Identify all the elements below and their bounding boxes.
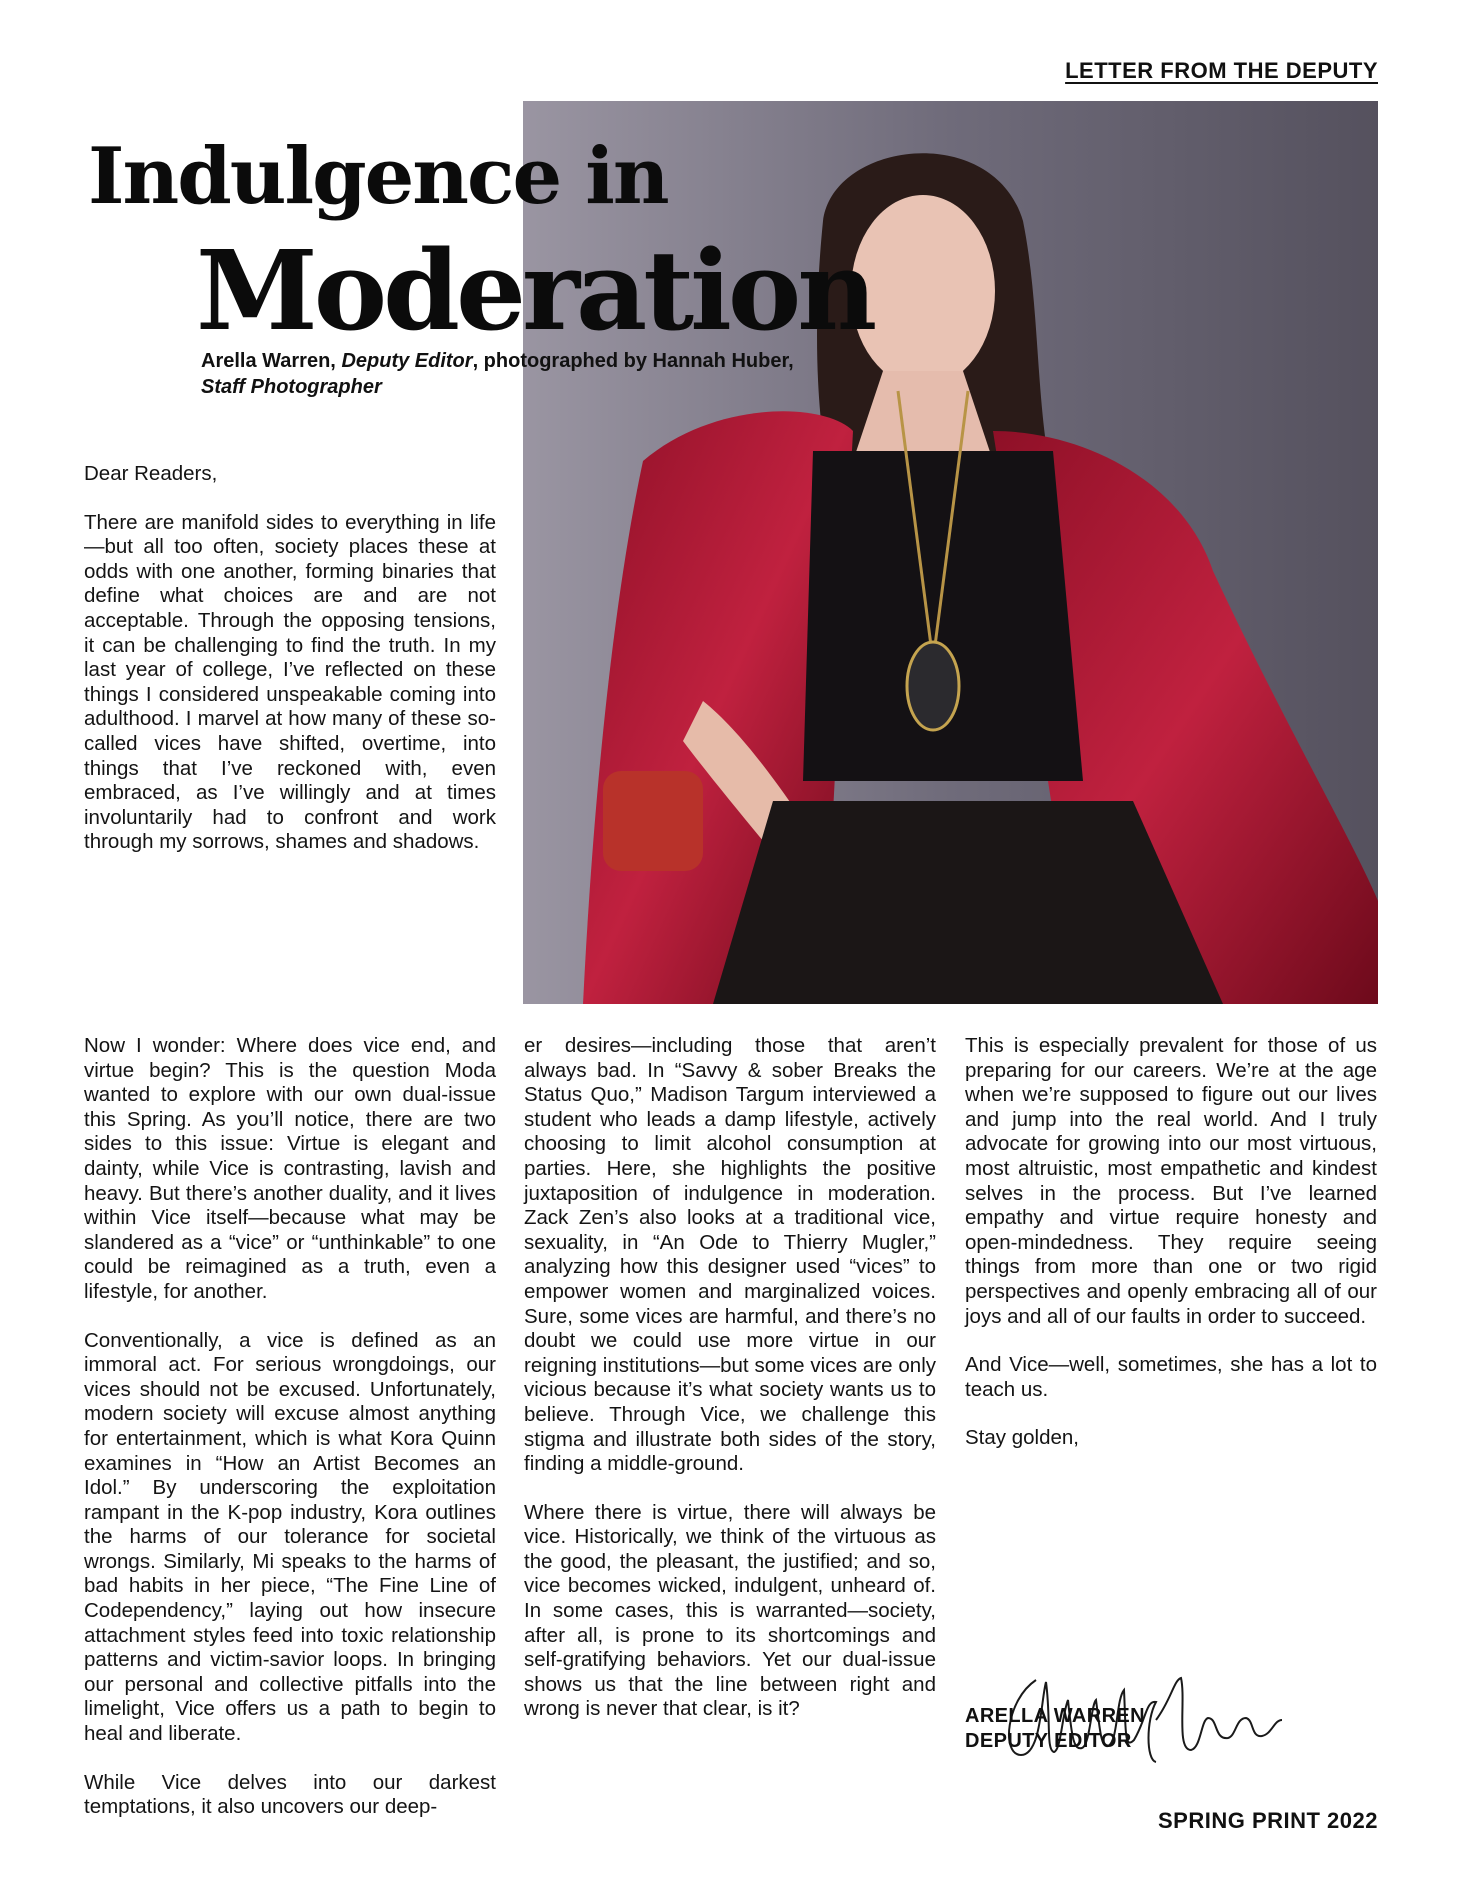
section-label: LETTER FROM THE DEPUTY [1065, 58, 1378, 83]
paragraph: And Vice—well, sometimes, she has a lot to teach us. [965, 1353, 1377, 1401]
signature-block [965, 1704, 1145, 1754]
paragraph: er desires—including those that aren’t always bad. In “Savvy & sober Breaks the Status Quo,” Madison Targum interviewed a student who leads a damp lifestyle, actively choosing to limit alcohol consumption at parties. Here, she highlights the positive juxtaposition of indulgence in moderation. Zack Zen’s also looks at a traditional vice, sexuality, in “An Ode to Thierry Mugler,” analyzing how this designer used “vices” to empower women and marginalized voices. Sure, some vices are harmful, and there’s no doubt we could use more virtue in our reigning institutions—but some vices are only vicious because it’s what society wants us to believe. Through Vice, we challenge this stigma and illustrate both sides of the story, finding a middle-ground. [524, 1034, 936, 1476]
letter-column-1-top [84, 462, 496, 855]
letter-column-1-bottom [84, 1034, 496, 1820]
paragraph: There are manifold sides to everything in life—but all too often, society places these at odds with one another, forming binaries that define what choices are and are not acceptable. Through the opposing tensions, it can be challenging to find the truth. In my last year of college, I’ve reflected on these things I considered unspeakable coming into adulthood. I marvel at how many of these so-called vices have shifted, overtime, into things that I’ve reckoned with, even embraced, as I’ve willingly and at times involuntarily had to confront and work through my sorrows, shames and shadows. [84, 510, 496, 854]
byline-author: Arella Warren, [201, 350, 336, 372]
greeting: Dear Readers, [84, 462, 218, 485]
byline [201, 348, 841, 400]
letter-column-2 [524, 1034, 936, 1722]
signature-title: DEPUTY EDITOR [965, 1730, 1132, 1752]
paragraph: Now I wonder: Where does vice end, and virtue begin? This is the question Moda wanted to explore with our own dual-issue this Spring. As you’ll notice, there are two sides to this issue: Virtue is elegant and dainty, while Vice is contrasting, lavish and heavy. But there’s another duality, and it lives within Vice itself—because what may be slandered as a “vice” or “unthinkable” to one could be reimagined as a truth, even a lifestyle, for another. [84, 1034, 496, 1303]
paragraph: Conventionally, a vice is defined as an immoral act. For serious wrongdoings, our vices should not be excused. Unfortunately, modern society will excuse almost anything for entertainment, which is what Kora Quinn examines in “How an Artist Becomes an Idol.” By underscoring the exploitation rampant in the K-pop industry, Kora outlines the harms of our tolerance for societal wrongs. Similarly, Mi speaks to the harms of bad habits in her piece, “The Fine Line of Codependency,” laying out how insecure attachment styles feed into toxic relationship patterns and victim-savior loops. In bringing our personal and collective pitfalls into the limelight, Vice offers us a path to begin to heal and liberate. [84, 1328, 496, 1746]
paragraph: This is especially prevalent for those of us preparing for our careers. We’re at the age when we’re supposed to figure out our lives and jump into the real world. And I truly advocate for growing into our most virtuous, most altruistic, most empathetic and kindest selves in the process. But I’ve learned empathy and virtue require honesty and open-mindedness. They require seeing things from more than one or two rigid perspectives and openly embracing all of our joys and all of our faults in order to succeed. [965, 1034, 1377, 1328]
paragraph: While Vice delves into our darkest temptations, it also uncovers our deep- [84, 1770, 496, 1819]
signature-name: ARELLA WARREN [965, 1705, 1146, 1727]
paragraph: Where there is virtue, there will always be vice. Historically, we think of the virtuous as the good, the pleasant, the justified; and so, vice becomes wicked, indulgent, unheard of. In some cases, this is warranted—society, after all, is prone to its shortcomings and self-gratifying behaviors. Yet our dual-issue shows us that the line between right and wrong is never that clear, is it? [524, 1500, 936, 1721]
byline-photographer-role: Staff Photographer [201, 376, 382, 398]
byline-author-role: Deputy Editor [341, 350, 473, 372]
issue-footer: SPRING PRINT 2022 [1157, 1808, 1378, 1833]
letter-column-3 [965, 1034, 1377, 1451]
sign-off: Stay golden, [965, 1426, 1079, 1450]
title-line-1: Indulgence in [88, 131, 668, 222]
title-line-2: Moderation [196, 226, 874, 355]
byline-photo-credit: , photographed by Hannah Huber, [472, 350, 794, 372]
